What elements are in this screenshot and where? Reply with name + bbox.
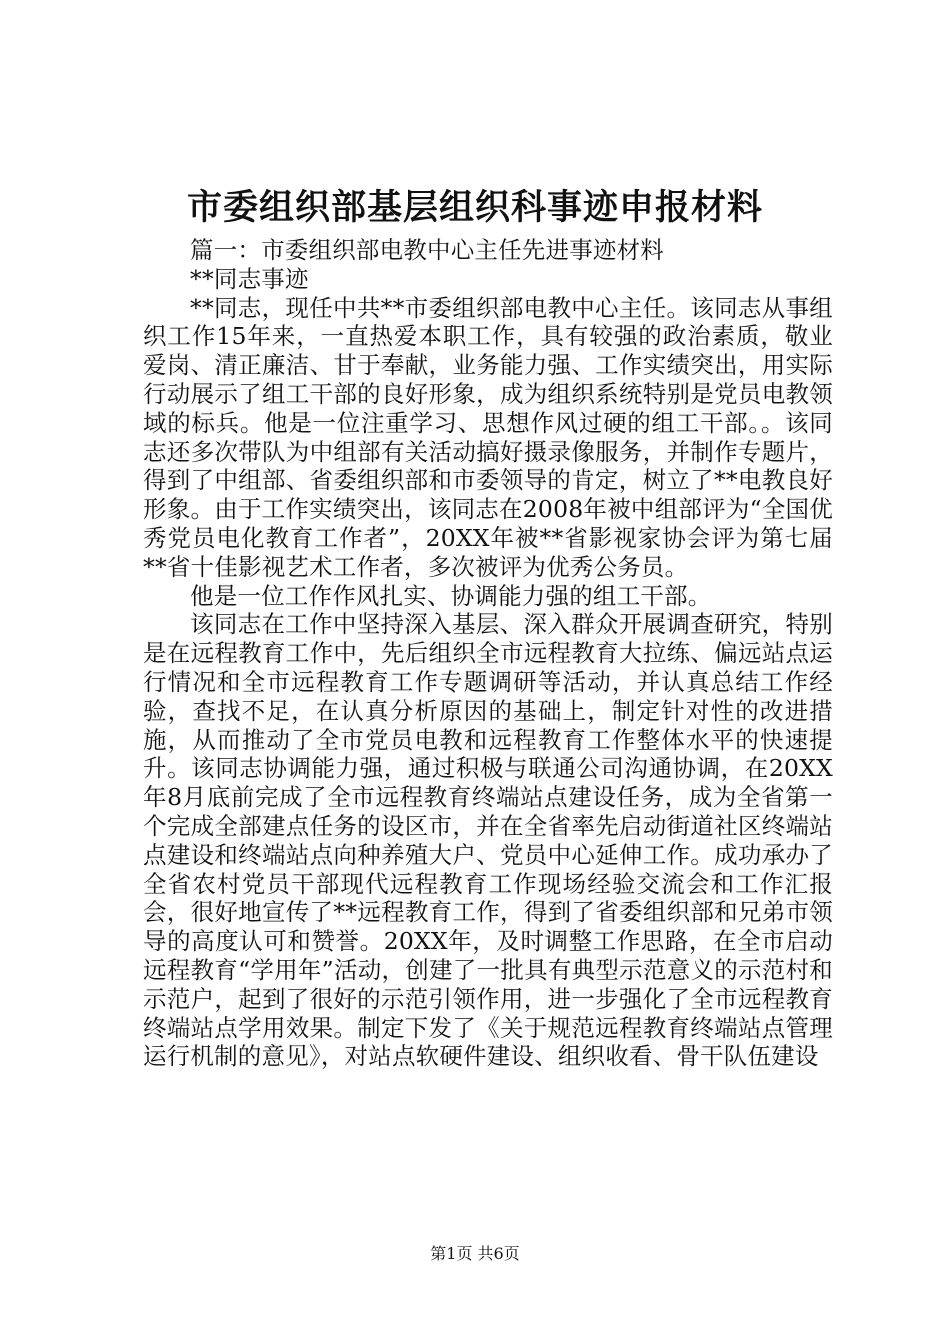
subject-heading: **同志事迹 — [190, 264, 309, 293]
section-heading: 篇一：市委组织部电教中心主任先进事迹材料 — [190, 236, 664, 264]
body-paragraph: **同志，现任中共**市委组织部电教中心主任。该同志从事组织工作15年来，一直热爱本职工作，具有较强的政治素质，敬业爱岗、清正廉洁、甘于奉献，业务能力强、工作实绩突出，用实际行动展示了组工干部的良好形象，成为组织系统特别是党员电教领域的标兵。他是一位注重学习、思想作风过硬的组工干部。。该同志还多次带队为中组部有关活动搞好摄录像服务，并制作专题片，得到了中组部、省委组织部和市委领导的肯定，树立了**电教良好形象。由于工作实绩突出，该同志在2008年被中组部评为“全国优秀党员电化教育工作者”，20XX年被**省影视家协会评为第七届**省十佳影视艺术工作者，多次被评为优秀公务员。 — [143, 293, 833, 581]
page-footer: 第1页 共6页 — [430, 1244, 520, 1263]
body-paragraph: 他是一位工作作风扎实、协调能力强的组工干部。 — [190, 581, 712, 610]
body-paragraph: 该同志在工作中坚持深入基层、深入群众开展调查研究，特别是在远程教育工作中，先后组织全市远程教育大拉练、偏远站点运行情况和全市远程教育工作专题调研等活动，并认真总结工作经验，查找不足，在认真分析原因的基础上，制定针对性的改进措施，从而推动了全市党员电教和远程教育工作整体水平的快速提升。该同志协调能力强，通过积极与联通公司沟通协调，在20XX年8月底前完成了全市远程教育终端站点建设任务，成为全省第一个完成全部建点任务的设区市，并在全省率先启动街道社区终端站点建设和终端站点向种养殖大户、党员中心延伸工作。成功承办了全省农村党员干部现代远程教育工作现场经验交流会和工作汇报会，很好地宣传了**远程教育工作，得到了省委组织部和兄弟市领导的高度认可和赞誉。20XX年，及时调整工作思路，在全市启动远程教育“学用年”活动，创建了一批具有典型示范意义的示范村和示范户，起到了很好的示范引领作用，进一步强化了全市远程教育终端站点学用效果。制定下发了《关于规范远程教育终端站点管理运行机制的意见》，对站点软硬件建设、组织收看、骨干队伍建设 — [143, 610, 833, 1071]
document-title: 市委组织部基层组织科事迹申报材料 — [186, 187, 763, 228]
document-body — [143, 236, 833, 1071]
